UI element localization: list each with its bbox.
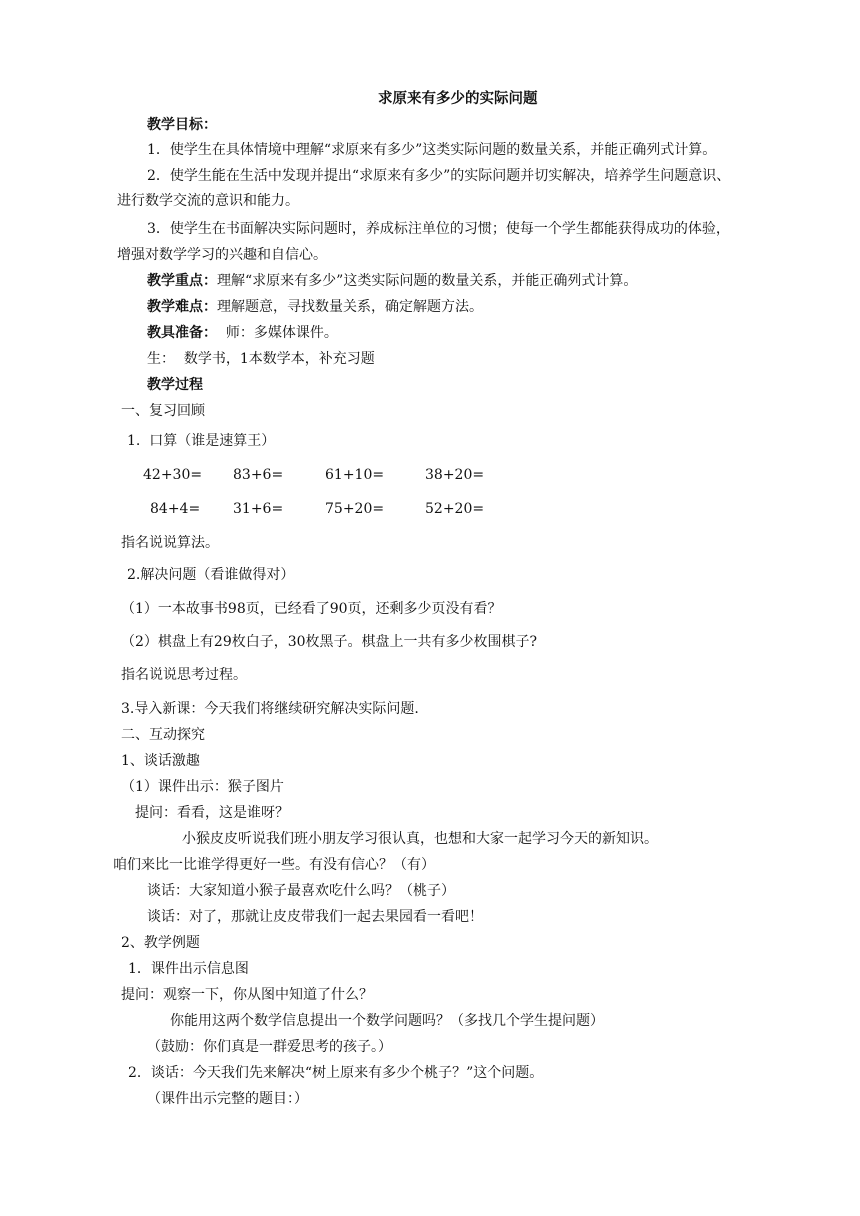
show-monkey: （1）课件出示：猴子图片 [121,779,284,795]
goal-3-line-1: 3．使学生在书面解决实际问题时，养成标注单位的习惯；使每一个学生都能获得成功的体验， [147,221,730,237]
prep-teacher [147,324,338,342]
say-method: 指名说说算法。 [121,535,219,551]
goals-heading: 教学目标： [147,117,217,133]
show-info-chart: 1．课件出示信息图 [128,961,249,977]
oral-calc-item: 38+20= [425,467,485,483]
monkey-line-2: 咱们来比一比谁学得更好一些。有没有信心？（有） [113,857,435,873]
oral-calc-item: 31+6= [233,501,284,517]
goal-2-line-2: 进行数学交流的意识和能力。 [117,193,299,209]
goal-2-line-1: 2．使学生能在生活中发现并提出“求原来有多少”的实际问题并切实解决，培养学生问题意识、 [147,168,731,184]
difficulty-point [147,298,483,316]
difficulty-text: 理解题意，寻找数量关系，确定解题方法。 [217,299,483,315]
goal-3-line-2: 增强对数学学习的兴趣和自信心。 [117,247,327,263]
key-point [147,272,637,290]
prep-text: 师：多媒体课件。 [217,325,338,341]
example-heading: 2、教学例题 [121,935,200,951]
monkey-line-1: 小猴皮皮听说我们班小朋友学习很认真，也想和大家一起学习今天的新知识。 [182,831,658,847]
question-2: （2）棋盘上有29枚白子，30枚黑子。棋盘上一共有多少枚围棋子? [121,634,538,650]
prep-label: 教具准备： [147,325,217,341]
say-thinking: 指名说说思考过程。 [121,667,247,683]
solve-title: 2.解决问题（看谁做得对） [127,567,295,583]
oral-calc-item: 83+6= [233,467,284,483]
talk-go: 谈话：对了，那就让皮皮带我们一起去果园看一看吧！ [147,909,483,925]
oral-calc-item: 61+10= [325,467,385,483]
new-lesson-intro: 3.导入新课：今天我们将继续研究解决实际问题. [121,701,419,717]
talk-peach: 谈话：大家知道小猴子最喜欢吃什么吗？（桃子） [147,883,455,899]
section-explore: 二、互动探究 [121,727,205,743]
doc-title: 求原来有多少的实际问题 [378,90,538,107]
prep-students: 生： 数学书，1本数学本，补充习题 [147,351,375,367]
oral-calc-item: 75+20= [325,501,385,517]
ask-propose: 你能用这两个数学信息提出一个数学问题吗？（多找几个学生提问题） [170,1013,604,1029]
key-point-label: 教学重点： [147,273,217,289]
question-1: （1）一本故事书98页，已经看了90页，还剩多少页没有看？ [121,601,502,617]
key-point-text: 理解“求原来有多少”这类实际问题的数量关系，并能正确列式计算。 [217,273,638,289]
goal-1: 1．使学生在具体情境中理解“求原来有多少”这类实际问题的数量关系，并能正确列式计算。 [147,142,717,158]
talk-today: 2．谈话：今天我们先来解决“树上原来有多少个桃子？”这个问题。 [128,1065,544,1081]
section-review: 一、复习回顾 [121,403,205,419]
oral-calc-item: 84+4= [150,501,201,517]
talk-heading: 1、谈话激趣 [121,753,200,769]
encourage: （鼓励：你们真是一群爱思考的孩子。） [147,1039,392,1055]
ask-observe: 提问：观察一下，你从图中知道了什么？ [121,987,373,1003]
oral-calc-item: 52+20= [425,501,485,517]
difficulty-label: 教学难点： [147,299,217,315]
process-heading: 教学过程 [147,377,203,393]
oral-calc-title: 1. 口算（谁是速算王） [127,433,276,449]
ask-who: 提问：看看，这是谁呀？ [135,805,289,821]
oral-calc-item: 42+30= [143,467,203,483]
show-full-problem: （课件出示完整的题目：） [147,1091,308,1107]
